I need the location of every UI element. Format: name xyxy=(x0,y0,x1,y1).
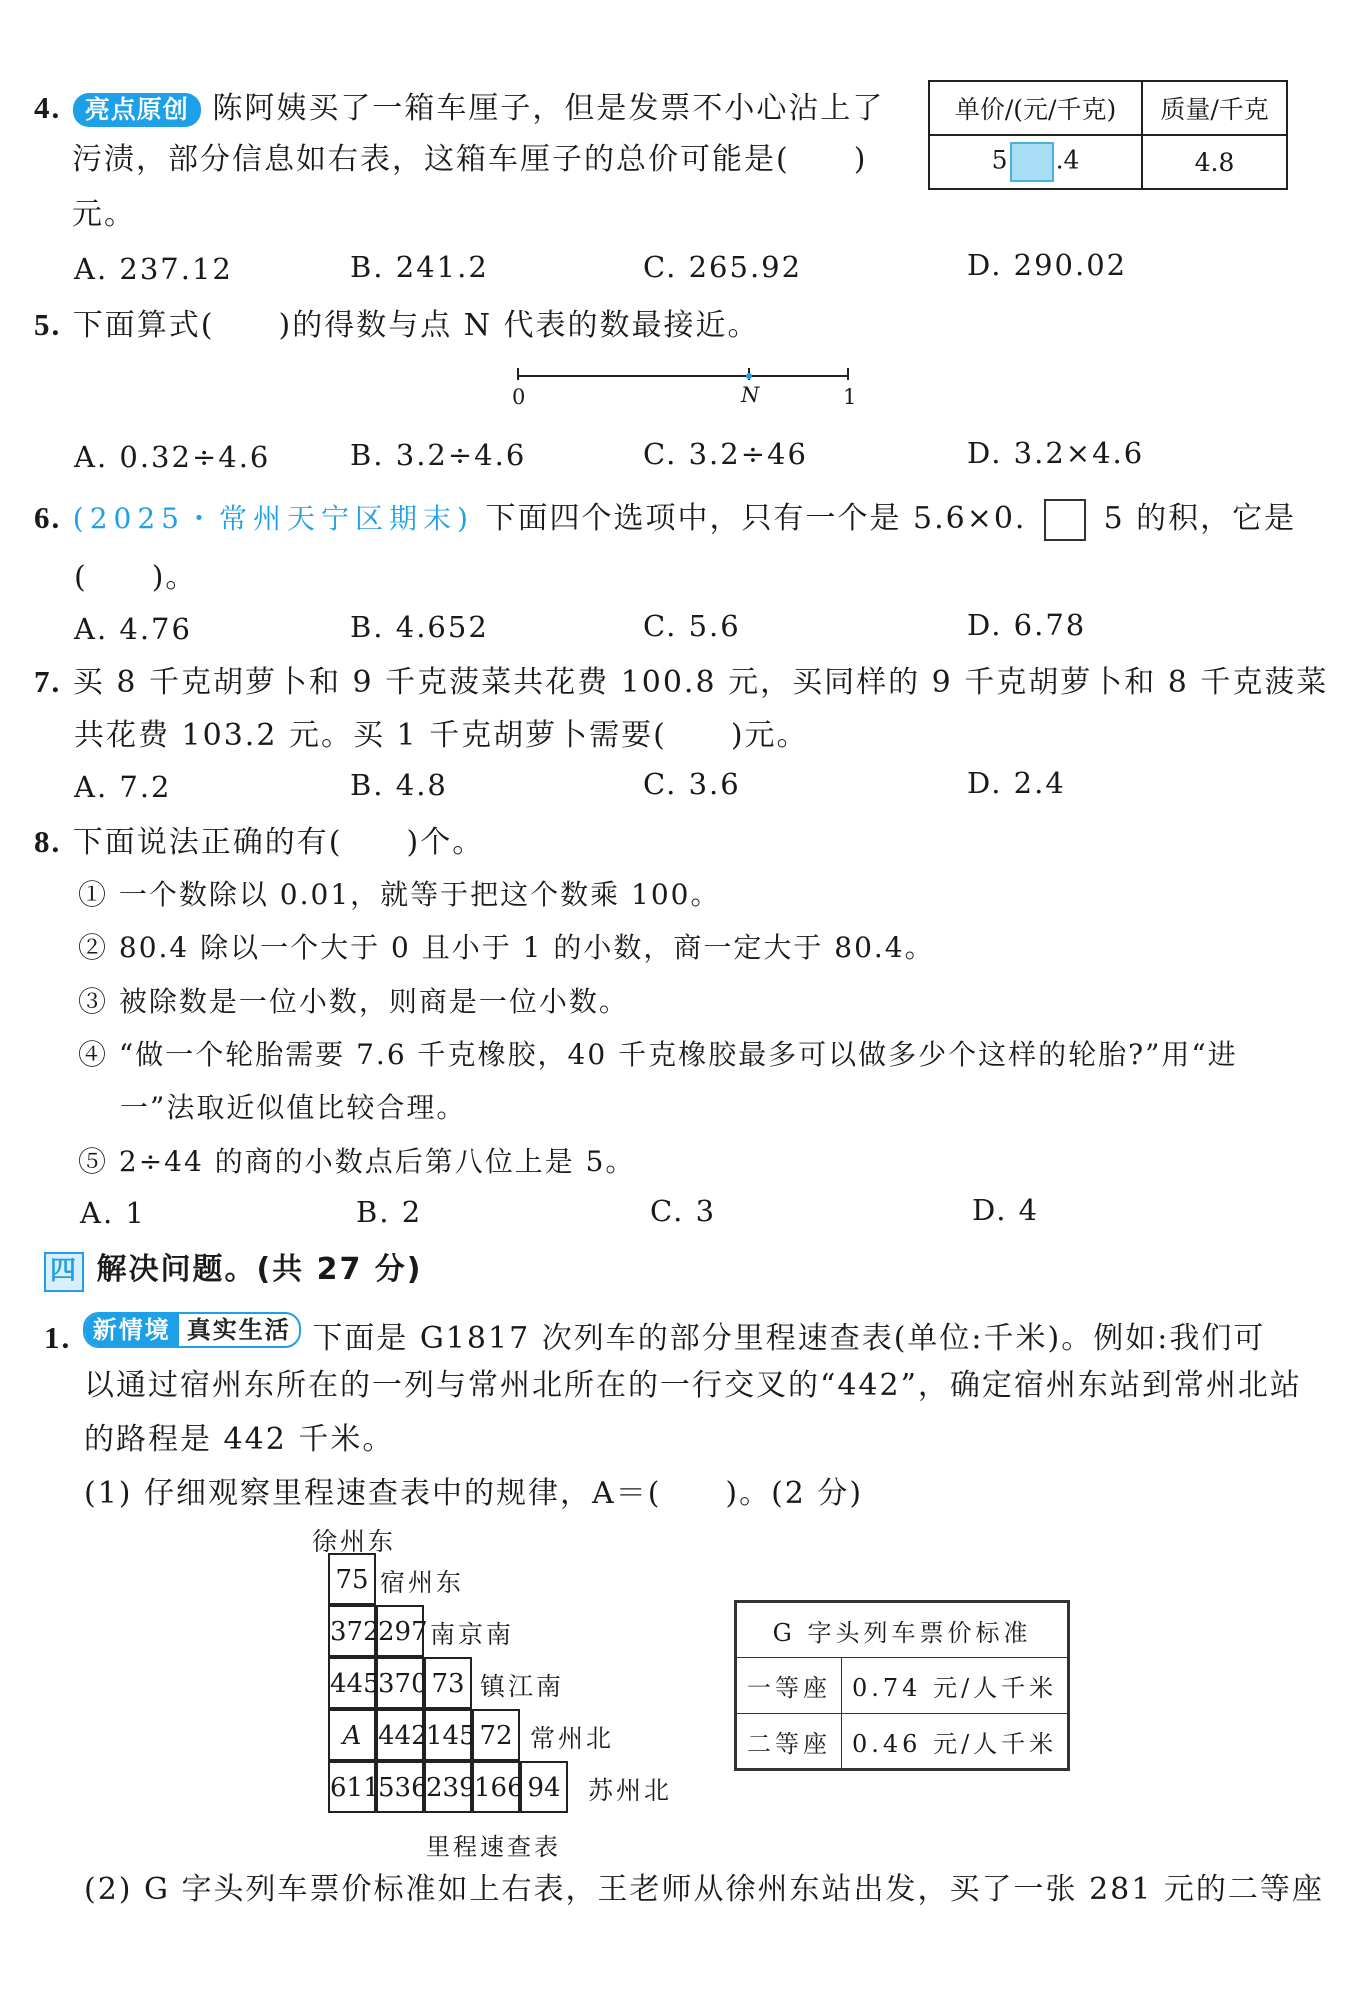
question-number: 5. xyxy=(34,307,62,342)
mileage-cell: 442 xyxy=(376,1709,424,1761)
station-nanjingnan: 南京南 xyxy=(430,1620,515,1649)
option-d[interactable]: D. 290.02 xyxy=(967,248,1128,282)
question-number: 6. xyxy=(34,500,62,535)
question-number: 1. xyxy=(44,1320,72,1355)
question-4-line2: 污渍，部分信息如右表，这箱车厘子的总价可能是( ) xyxy=(72,142,868,177)
option-b[interactable]: B. 4.652 xyxy=(350,610,489,644)
source-tag: (2025・常州天宁区期末) xyxy=(72,502,474,535)
question-5 xyxy=(34,305,760,346)
question-4-line3: 元。 xyxy=(72,197,136,232)
question-number: 8. xyxy=(34,824,62,859)
option-a[interactable]: A. 7.2 xyxy=(74,770,172,804)
original-badge: 亮点原创 xyxy=(73,93,201,127)
statement-2: ② 80.4 除以一个大于 0 且小于 1 的小数，商一定大于 80.4。 xyxy=(78,931,935,964)
question-text-a: 下面四个选项中，只有一个是 5.6×0. xyxy=(485,501,1027,536)
point-n xyxy=(746,373,752,379)
mileage-cell: 239 xyxy=(424,1761,472,1813)
statement-3: ③ 被除数是一位小数，则商是一位小数。 xyxy=(78,985,629,1018)
seat-first-class: 一等座 xyxy=(736,1658,842,1714)
question-4-line1 xyxy=(34,88,884,129)
statement-4-cont: 一”法取近似值比较合理。 xyxy=(120,1091,467,1124)
statement-5: ⑤ 2÷44 的商的小数点后第八位上是 5。 xyxy=(78,1145,636,1178)
mileage-cell: 166 xyxy=(472,1761,520,1813)
option-c[interactable]: C. 3.2÷46 xyxy=(643,437,808,471)
badge-real-life: 真实生活 xyxy=(186,1316,291,1344)
question-number: 4. xyxy=(34,90,62,125)
mileage-cell: 75 xyxy=(328,1553,376,1605)
problem-text: 下面是 G1817 次列车的部分里程速查表(单位:千米)。例如:我们可 xyxy=(312,1321,1266,1356)
question-text-b: 5 的积，它是 xyxy=(1103,501,1297,536)
section-heading xyxy=(44,1250,423,1292)
option-a[interactable]: A. 237.12 xyxy=(74,252,233,286)
label-zero: 0 xyxy=(512,385,526,409)
option-d[interactable]: D. 4 xyxy=(972,1193,1040,1227)
section-marker: 四 xyxy=(44,1252,84,1292)
subquestion-2: (2) G 字头列车票价标准如上右表，王老师从徐州东站出发，买了一张 281 元的二等座 xyxy=(84,1872,1324,1907)
option-a[interactable]: A. 0.32÷4.6 xyxy=(74,440,271,474)
question-6-line2: ( )。 xyxy=(74,560,198,595)
label-one: 1 xyxy=(843,385,857,409)
option-b[interactable]: B. 2 xyxy=(356,1195,423,1229)
option-c[interactable]: C. 3.6 xyxy=(643,767,741,801)
mileage-cell: 73 xyxy=(424,1657,472,1709)
question-7-line2: 共花费 103.2 元。买 1 千克胡萝卜需要( )元。 xyxy=(74,718,809,753)
mileage-cell: 145 xyxy=(424,1709,472,1761)
subquestion-1: (1) 仔细观察里程速查表中的规律，A＝( )。(2 分) xyxy=(84,1476,864,1511)
option-b[interactable]: B. 3.2÷4.6 xyxy=(350,438,527,472)
mileage-cell: 72 xyxy=(472,1709,520,1761)
question-6-line1 xyxy=(34,498,1296,541)
problem-1-line2: 以通过宿州东所在的一列与常州北所在的一行交叉的“442”，确定宿州东站到常州北站 xyxy=(84,1368,1302,1403)
mileage-cell: 372 xyxy=(328,1605,376,1657)
mileage-cell: 370 xyxy=(376,1657,424,1709)
option-d[interactable]: D. 6.78 xyxy=(967,608,1087,642)
mileage-cell: 611 xyxy=(328,1761,376,1813)
price-left-digit: 5 xyxy=(991,145,1008,175)
station-changzhoubei: 常州北 xyxy=(530,1724,615,1753)
section-title: 解决问题。(共 27 分) xyxy=(96,1252,423,1287)
mileage-caption: 里程速查表 xyxy=(426,1833,561,1861)
option-d[interactable]: D. 2.4 xyxy=(967,766,1066,800)
mileage-cell-unknown: A xyxy=(328,1709,376,1761)
price-first-class: 0.74 元/人千米 xyxy=(842,1658,1069,1714)
price-right-digit: .4 xyxy=(1055,145,1080,175)
price-table xyxy=(928,80,1288,190)
question-8 xyxy=(34,822,484,863)
statement-4: ④ “做一个轮胎需要 7.6 千克橡胶，40 千克橡胶最多可以做多少个这样的轮胎?”用“进 xyxy=(78,1038,1238,1071)
problem-1-line1 xyxy=(44,1312,1265,1359)
seat-second-class: 二等座 xyxy=(736,1714,842,1770)
mileage-cell: 445 xyxy=(328,1657,376,1709)
option-d[interactable]: D. 3.2×4.6 xyxy=(967,436,1145,470)
mileage-cell: 297 xyxy=(376,1605,424,1657)
label-n: N xyxy=(741,383,760,407)
question-text: 下面算式( )的得数与点 N 代表的数最接近。 xyxy=(72,308,760,343)
question-text: 下面说法正确的有( )个。 xyxy=(72,825,485,860)
station-zhenjiangnan: 镇江南 xyxy=(480,1672,565,1701)
context-badge xyxy=(83,1312,301,1348)
option-c[interactable]: C. 265.92 xyxy=(643,250,803,284)
option-a[interactable]: A. 4.76 xyxy=(74,612,192,646)
mileage-cell: 94 xyxy=(520,1761,568,1813)
blank-box xyxy=(1044,499,1086,541)
question-7-line1 xyxy=(34,662,1328,703)
price-second-class: 0.46 元/人千米 xyxy=(842,1714,1069,1770)
statement-1: ① 一个数除以 0.01，就等于把这个数乘 100。 xyxy=(78,878,721,911)
ticket-table-title: G 字头列车票价标准 xyxy=(736,1602,1069,1658)
question-text: 买 8 千克胡萝卜和 9 千克菠菜共花费 100.8 元，买同样的 9 千克胡萝卜和 8 千克菠菜 xyxy=(72,665,1329,700)
station-suzhoubei: 苏州北 xyxy=(588,1776,673,1805)
mileage-cell: 536 xyxy=(376,1761,424,1813)
mass-cell: 4.8 xyxy=(1142,135,1287,189)
option-c[interactable]: C. 3 xyxy=(650,1194,717,1228)
question-number: 7. xyxy=(34,664,62,699)
question-text: 陈阿姨买了一箱车厘子，但是发票不小心沾上了 xyxy=(212,91,885,126)
badge-new-context: 新情境 xyxy=(85,1314,179,1346)
number-line xyxy=(500,360,860,410)
option-a[interactable]: A. 1 xyxy=(80,1196,146,1230)
station-suzhoudong: 宿州东 xyxy=(380,1568,465,1597)
ticket-price-table xyxy=(734,1600,1070,1771)
option-b[interactable]: B. 241.2 xyxy=(350,250,489,284)
problem-1-line3: 的路程是 442 千米。 xyxy=(84,1422,395,1457)
stain-box xyxy=(1010,142,1054,182)
mass-header: 质量/千克 xyxy=(1142,81,1287,135)
price-cell xyxy=(929,135,1142,189)
station-xuzhoudong: 徐州东 xyxy=(312,1527,397,1556)
option-c[interactable]: C. 5.6 xyxy=(643,609,741,643)
price-header: 单价/(元/千克) xyxy=(929,81,1142,135)
option-b[interactable]: B. 4.8 xyxy=(350,768,448,802)
